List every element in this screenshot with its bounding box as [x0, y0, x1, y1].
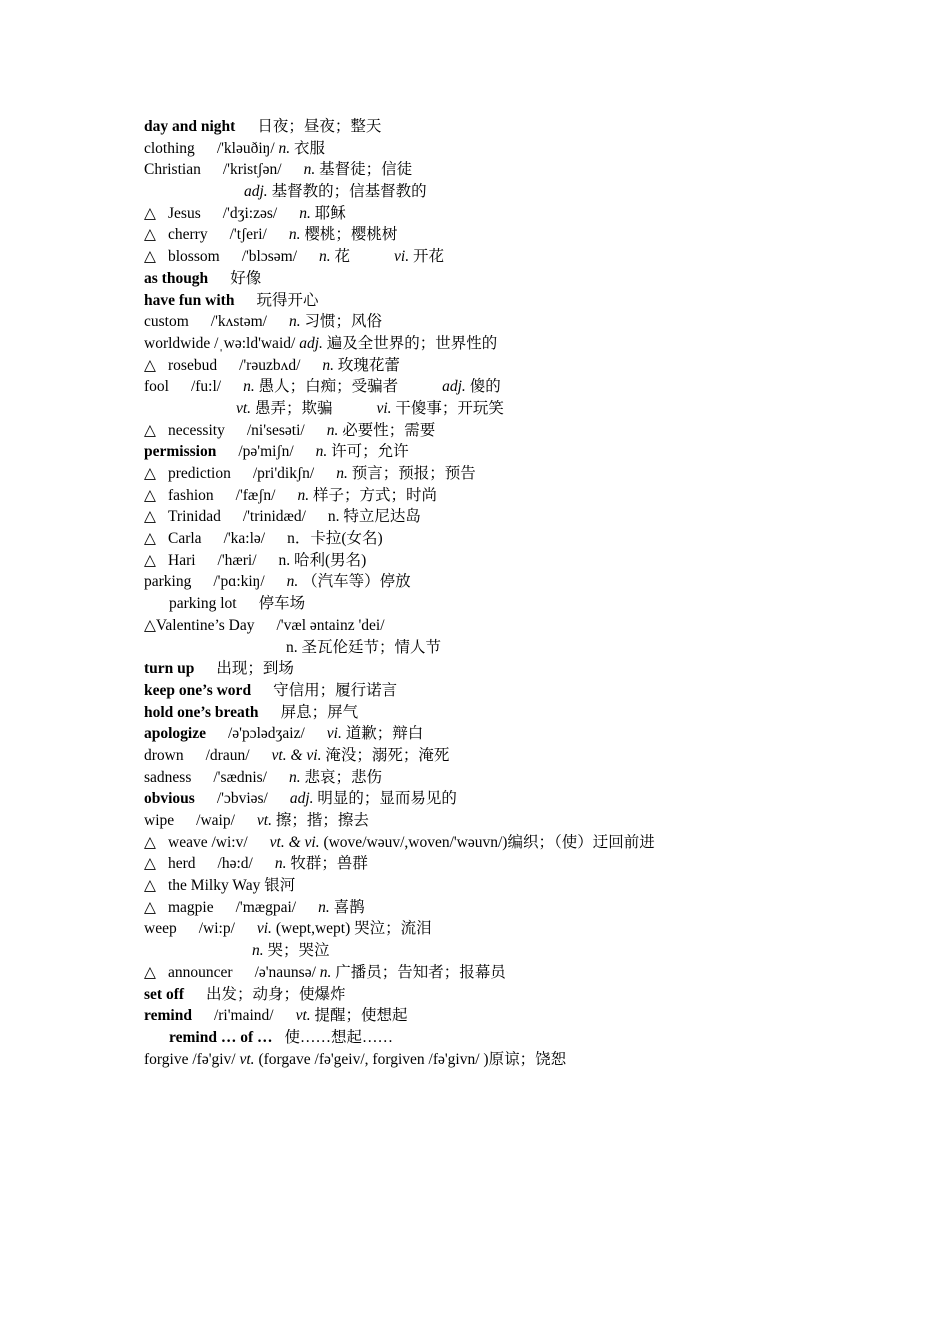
entry-word: forgive: [144, 1050, 189, 1068]
list-item: [144, 1049, 924, 1071]
list-item: [144, 702, 924, 724]
list-item: [144, 723, 924, 745]
entry-definition: 银河: [264, 877, 296, 895]
list-item: [144, 875, 924, 897]
entry-definition: 许可；允许: [331, 443, 409, 461]
entry-pos-2: vi.: [394, 248, 410, 266]
entry-definition: 牧群；兽群: [290, 855, 368, 873]
entry-definition: 好像: [230, 269, 262, 287]
list-item: [144, 355, 924, 377]
list-item: [144, 984, 924, 1006]
entry-definition: 卡拉(女名): [310, 530, 383, 548]
entry-word: clothing: [144, 139, 195, 157]
list-item: [144, 767, 924, 789]
triangle-icon: △: [144, 226, 156, 244]
entry-definition: 悲哀；悲伤: [304, 768, 382, 786]
entry-definition: 耶稣: [314, 204, 346, 222]
entry-word: sadness: [144, 768, 192, 786]
entry-phonetic: /ˌwə:ld'waid/: [214, 334, 296, 352]
entry-phonetic: /wi:v/: [211, 833, 248, 851]
triangle-icon: △: [144, 963, 156, 981]
entry-definition-2: 开花: [412, 248, 444, 266]
list-item: [144, 832, 924, 854]
entry-definition: 基督教的；信基督教的: [271, 183, 427, 201]
entry-word: the Milky Way: [168, 877, 261, 895]
entry-phonetic: /'dʒi:zəs/: [222, 204, 278, 222]
entry-pos: n.: [297, 486, 310, 504]
entry-word: parking lot: [169, 595, 237, 613]
entry-definition: 喜鹊: [333, 898, 365, 916]
entry-definition: 明显的；显而易见的: [317, 790, 457, 808]
entry-word: Carla: [168, 530, 202, 548]
entry-pos: n.: [319, 248, 331, 266]
entry-definition: 愚弄；欺骗: [254, 399, 333, 417]
entry-phonetic: /'mægpai/: [235, 898, 297, 916]
entry-word: parking: [144, 573, 192, 591]
triangle-icon: △: [144, 898, 156, 916]
list-item: [144, 571, 924, 593]
list-item: [144, 485, 924, 507]
entry-word: fool: [144, 378, 169, 396]
entry-definition: 圣瓦伦廷节；情人节: [301, 638, 442, 656]
entry-word: worldwide: [144, 334, 211, 352]
entry-phonetic: /'ɔbviəs/: [216, 790, 268, 808]
entry-pos-2: vi.: [376, 399, 392, 417]
entry-pos: vi.: [256, 920, 272, 938]
entry-pos: vt.: [256, 812, 272, 829]
triangle-icon: △: [144, 508, 156, 526]
entry-definition: 预言；预报；预告: [351, 465, 476, 482]
list-item: [144, 615, 924, 637]
entry-phonetic: /'tʃeri/: [229, 226, 267, 244]
entry-pos: vt.: [295, 1007, 311, 1025]
list-item: [144, 550, 924, 572]
entry-pos: vt.: [236, 399, 252, 417]
entry-pos: n.: [336, 465, 348, 482]
entry-pos: n.: [288, 226, 301, 244]
triangle-icon: △: [144, 248, 156, 266]
entry-word: blossom: [168, 248, 220, 266]
entry-word: announcer: [168, 963, 233, 981]
entry-definition: 出发；动身；使爆炸: [206, 985, 346, 1003]
entry-definition: 愚人；白痴；受骗者: [258, 378, 399, 396]
entry-definition: （汽车等）停放: [302, 573, 411, 591]
entry-pos: n.: [288, 313, 301, 331]
list-item: [144, 420, 924, 442]
list-item: [144, 680, 924, 702]
entry-definition: 日夜；昼夜；整天: [257, 118, 382, 135]
entry-word: Christian: [144, 161, 201, 179]
entry-definition: 哈利(男名): [294, 551, 367, 569]
entry-word: wipe: [144, 812, 175, 829]
entry-phonetic: /'væl əntainz 'dei/: [276, 616, 385, 634]
entry-word: magpie: [168, 898, 214, 916]
entry-phonetic: /waip/: [196, 812, 235, 829]
list-item: [144, 311, 924, 333]
list-item: [144, 138, 924, 160]
entry-definition: 淹没；溺死；淹死: [325, 746, 450, 764]
vocabulary-list: [144, 116, 924, 1070]
list-item: [144, 268, 924, 290]
list-item: [144, 637, 924, 659]
list-item: [144, 810, 924, 832]
entry-phonetic: /hə:d/: [217, 855, 253, 873]
entry-pos: n.: [243, 378, 255, 396]
entry-pos: n.: [299, 204, 311, 222]
entry-word: necessity: [168, 421, 225, 439]
entry-pos: n.: [252, 942, 264, 960]
entry-word: Trinidad: [168, 508, 221, 526]
entry-pos: adj.: [299, 334, 323, 352]
entry-phonetic: /draun/: [205, 746, 250, 764]
entry-definition: 守信用；履行诺言: [273, 681, 398, 699]
entry-pos: n.: [315, 443, 328, 461]
entry-phonetic: /'fæʃn/: [235, 486, 276, 504]
list-item: [144, 528, 924, 550]
entry-phonetic: /ə'naunsə/: [254, 963, 316, 981]
entry-word: keep one’s word: [144, 681, 252, 699]
list-item: [144, 159, 924, 181]
list-item: [144, 506, 924, 528]
entry-word: hold one’s breath: [144, 703, 259, 721]
entry-word: prediction: [168, 465, 231, 482]
entry-word: have fun with: [144, 291, 235, 309]
entry-pos: adj.: [244, 183, 268, 201]
entry-pos: n.: [303, 161, 316, 179]
list-item: [144, 246, 924, 268]
entry-definition: 玫瑰花蕾: [337, 356, 400, 374]
entry-pos: n.: [322, 356, 335, 374]
entry-word: set off: [144, 985, 185, 1003]
entry-pos: n.: [327, 508, 340, 526]
entry-definition: 特立尼达岛: [343, 508, 421, 526]
list-item: [144, 918, 924, 940]
entry-definition: 停车场: [258, 595, 306, 613]
entry-definition: 样子；方式；时尚: [312, 486, 437, 504]
entry-word: weave: [168, 833, 208, 851]
triangle-icon: △: [144, 530, 156, 548]
list-item: [144, 441, 924, 463]
entry-pos: n.: [286, 573, 299, 591]
entry-definition: 樱桃；樱桃树: [304, 226, 398, 244]
entry-phonetic: /pə'miʃn/: [238, 443, 294, 461]
list-item: [144, 463, 924, 485]
entry-phonetic: /'pɑ:kiŋ/: [213, 573, 265, 591]
entry-word: fashion: [168, 486, 214, 504]
triangle-icon: △: [144, 486, 156, 504]
entry-pos: n.: [319, 963, 332, 981]
entry-pos: n.: [288, 768, 301, 786]
entry-definition: 必要性；需要: [342, 421, 436, 439]
entry-definition: 出现；到场: [216, 660, 294, 678]
entry-definition: 编织；（使）迂回前进: [507, 833, 655, 851]
triangle-icon: △: [144, 356, 156, 374]
entry-definition: 使……想起……: [284, 1028, 393, 1046]
entry-pos: n.: [286, 638, 298, 656]
entry-phonetic: /ni'sesəti/: [246, 421, 305, 439]
triangle-icon: △: [144, 465, 156, 482]
list-item: [144, 398, 924, 420]
entry-definition: 玩得开心: [256, 291, 319, 309]
entry-word: turn up: [144, 660, 195, 678]
entry-word: Valentine’s Day: [155, 616, 255, 634]
entry-word: herd: [168, 855, 196, 873]
entry-definition: 习惯；风俗: [304, 313, 382, 331]
entry-forms: (forgave /fə'geiv/, forgiven /fə'givn/ ): [258, 1050, 489, 1068]
entry-pos: n.: [274, 855, 287, 873]
entry-phonetic: /'kristʃən/: [222, 161, 282, 179]
entry-definition-2: 干傻事；开玩笑: [395, 399, 504, 417]
entry-phonetic: /wi:p/: [198, 920, 235, 938]
entry-phonetic: /'sædnis/: [213, 768, 267, 786]
entry-pos: vi.: [326, 725, 342, 743]
entry-phonetic: /pri'dikʃn/: [252, 465, 315, 482]
entry-phonetic: /fu:l/: [190, 378, 222, 396]
entry-pos: n.: [278, 139, 291, 157]
list-item: [144, 1005, 924, 1027]
entry-definition: 遍及全世界的；世界性的: [326, 334, 498, 352]
entry-word: apologize: [144, 725, 206, 743]
entry-pos-2: adj.: [442, 378, 466, 396]
entry-definition: 原谅；饶恕: [488, 1050, 567, 1068]
entry-forms: (wove/wəuv/,woven/'wəuvn/): [323, 833, 508, 851]
entry-pos: vt. & vi.: [271, 746, 322, 764]
list-item: [144, 224, 924, 246]
entry-phonetic: /fə'giv/: [192, 1050, 236, 1068]
entry-word: weep: [144, 920, 177, 938]
entry-pos: n．: [287, 530, 311, 548]
entry-definition: 基督徒；信徒: [319, 161, 413, 179]
entry-definition: 哭泣；流泪: [354, 920, 432, 938]
list-item: [144, 1027, 924, 1049]
entry-phonetic: /'trinidæd/: [242, 508, 306, 526]
entry-pos: adj.: [289, 790, 314, 808]
list-item: [144, 181, 924, 203]
entry-pos: n.: [278, 551, 291, 569]
entry-definition: 衣服: [294, 139, 326, 157]
entry-word: drown: [144, 746, 184, 764]
triangle-icon: △: [144, 833, 156, 851]
entry-word: Hari: [168, 551, 196, 569]
entry-phonetic: /ri'maind/: [213, 1007, 274, 1025]
entry-pos: n.: [326, 421, 339, 439]
entry-word: permission: [144, 443, 217, 461]
list-item: [144, 290, 924, 312]
entry-forms: (wept,wept): [275, 920, 351, 938]
entry-definition-2: 傻的: [469, 378, 501, 396]
entry-definition: 屏息；屏气: [280, 703, 359, 721]
entry-phonetic: /'blɔsəm/: [241, 248, 297, 266]
entry-definition: 提醒；使想起: [314, 1007, 408, 1025]
triangle-icon: △: [144, 616, 156, 634]
list-item: [144, 203, 924, 225]
entry-phonetic: /'kʌstəm/: [210, 313, 267, 331]
list-item: [144, 962, 924, 984]
entry-word: custom: [144, 313, 189, 331]
entry-word: remind … of …: [169, 1028, 273, 1046]
list-item: [144, 593, 924, 615]
list-item: [144, 745, 924, 767]
entry-definition: 花: [334, 248, 351, 266]
list-item: [144, 658, 924, 680]
list-item: [144, 853, 924, 875]
entry-pos: vt. & vi.: [269, 833, 320, 851]
list-item: [144, 940, 924, 962]
entry-definition: 哭；哭泣: [267, 942, 330, 960]
entry-definition: 广播员；告知者；报幕员: [335, 963, 506, 981]
triangle-icon: △: [144, 855, 156, 873]
entry-phonetic: /'ka:lə/: [223, 530, 266, 548]
entry-pos: vt.: [239, 1050, 255, 1068]
list-item: [144, 897, 924, 919]
entry-definition: 道歉；辩白: [345, 725, 424, 743]
triangle-icon: △: [144, 204, 156, 222]
entry-phonetic: /'hæri/: [217, 551, 257, 569]
list-item: [144, 788, 924, 810]
list-item: [144, 116, 924, 138]
entry-word: rosebud: [168, 356, 218, 374]
triangle-icon: △: [144, 877, 156, 895]
entry-phonetic: /'rəuzbʌd/: [239, 356, 301, 374]
entry-word: remind: [144, 1007, 192, 1025]
entry-word: day and night: [144, 118, 236, 135]
entry-definition: 擦；揩；擦去: [275, 812, 369, 829]
list-item: [144, 376, 924, 398]
entry-phonetic: /'kləuðiŋ/: [216, 139, 275, 157]
triangle-icon: △: [144, 421, 156, 439]
entry-word: Jesus: [168, 204, 201, 222]
entry-phonetic: /ə'pɔlədʒaiz/: [228, 725, 305, 743]
entry-word: cherry: [168, 226, 208, 244]
list-item: [144, 333, 924, 355]
triangle-icon: △: [144, 551, 156, 569]
entry-pos: n.: [318, 898, 330, 916]
entry-word: as though: [144, 269, 209, 287]
entry-word: obvious: [144, 790, 195, 808]
